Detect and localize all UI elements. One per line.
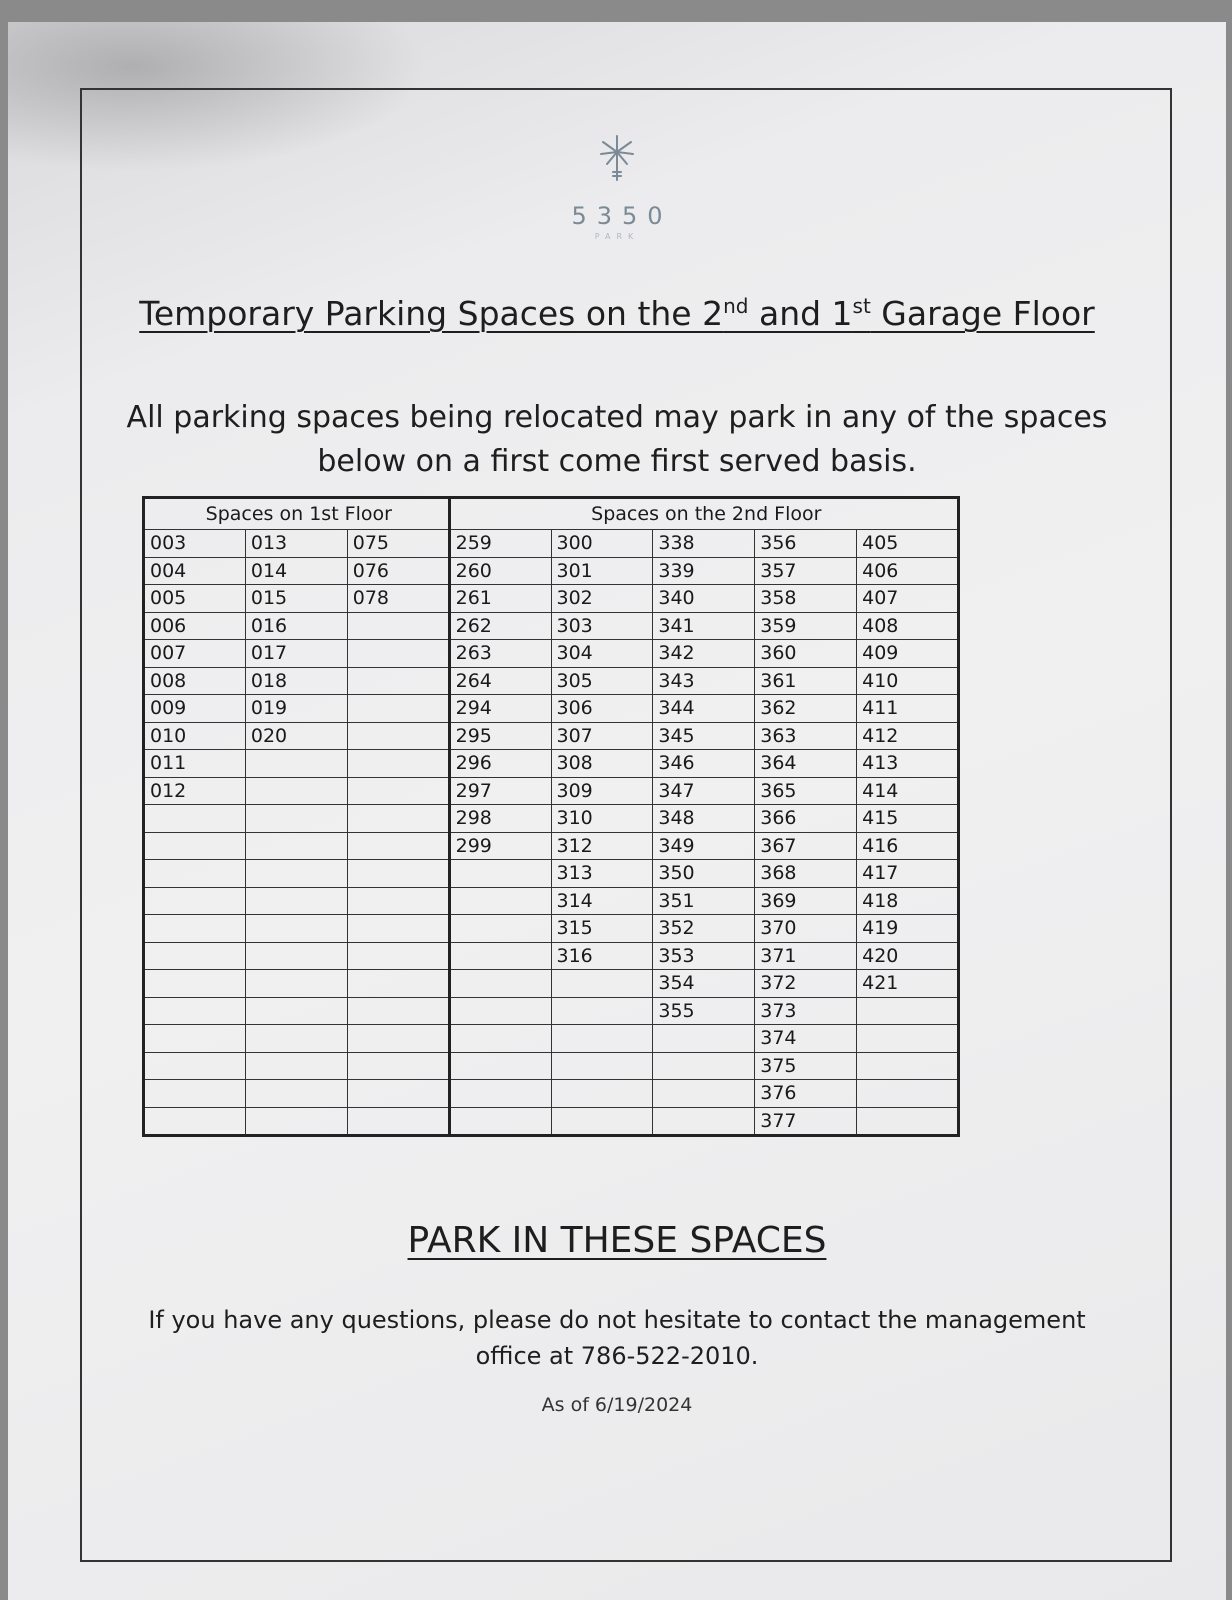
floor1-space-cell bbox=[245, 997, 347, 1025]
floor2-space-cell: 341 bbox=[653, 612, 755, 640]
floor1-space-cell bbox=[245, 970, 347, 998]
floor2-space-cell: 365 bbox=[755, 777, 857, 805]
floor2-space-cell: 342 bbox=[653, 640, 755, 668]
floor1-space-cell: 005 bbox=[144, 585, 246, 613]
floor1-space-cell bbox=[245, 860, 347, 888]
floor2-space-cell: 416 bbox=[857, 832, 959, 860]
floor2-space-cell: 303 bbox=[551, 612, 653, 640]
floor1-space-cell bbox=[347, 1107, 449, 1136]
floor2-space-cell bbox=[653, 1025, 755, 1053]
table-row bbox=[144, 970, 959, 998]
floor2-space-cell: 376 bbox=[755, 1080, 857, 1108]
floor2-space-cell: 344 bbox=[653, 695, 755, 723]
floor1-space-cell bbox=[245, 777, 347, 805]
as-of-date: As of 6/19/2024 bbox=[541, 1394, 693, 1416]
title-part2: and 1 bbox=[748, 294, 853, 333]
table-row bbox=[144, 1107, 959, 1136]
floor2-space-cell bbox=[449, 970, 551, 998]
floor1-space-cell: 007 bbox=[144, 640, 246, 668]
floor1-space-cell: 010 bbox=[144, 722, 246, 750]
floor1-space-cell: 008 bbox=[144, 667, 246, 695]
floor1-space-cell bbox=[144, 860, 246, 888]
floor1-space-cell bbox=[144, 805, 246, 833]
floor2-space-cell: 355 bbox=[653, 997, 755, 1025]
floor2-space-cell: 338 bbox=[653, 530, 755, 558]
floor1-space-cell: 003 bbox=[144, 530, 246, 558]
floor2-space-cell bbox=[653, 1080, 755, 1108]
floor2-space-cell bbox=[551, 997, 653, 1025]
floor2-space-cell: 307 bbox=[551, 722, 653, 750]
floor2-space-cell: 419 bbox=[857, 915, 959, 943]
floor2-space-cell bbox=[857, 1025, 959, 1053]
floor1-space-cell bbox=[347, 667, 449, 695]
floor2-space-cell: 339 bbox=[653, 557, 755, 585]
floor2-space-cell: 306 bbox=[551, 695, 653, 723]
table-row bbox=[144, 805, 959, 833]
title-part3: Garage Floor bbox=[870, 294, 1095, 333]
floor2-space-cell: 312 bbox=[551, 832, 653, 860]
floor1-space-cell bbox=[347, 997, 449, 1025]
floor1-space-cell bbox=[347, 750, 449, 778]
title-sup1: nd bbox=[723, 294, 749, 318]
table-row bbox=[144, 722, 959, 750]
floor2-space-cell: 316 bbox=[551, 942, 653, 970]
floor2-space-cell bbox=[857, 1080, 959, 1108]
floor2-space-cell: 377 bbox=[755, 1107, 857, 1136]
floor1-space-cell: 019 bbox=[245, 695, 347, 723]
floor2-space-cell bbox=[449, 887, 551, 915]
floor2-space-cell bbox=[449, 915, 551, 943]
logo-subtext: PARK bbox=[594, 232, 640, 241]
floor1-space-cell bbox=[245, 942, 347, 970]
floor2-space-cell: 349 bbox=[653, 832, 755, 860]
floor2-space-cell: 375 bbox=[755, 1052, 857, 1080]
floor1-space-cell: 004 bbox=[144, 557, 246, 585]
palm-tree-icon bbox=[597, 132, 637, 196]
floor2-space-cell bbox=[551, 970, 653, 998]
table-row bbox=[144, 612, 959, 640]
floor2-space-cell: 361 bbox=[755, 667, 857, 695]
floor2-space-cell: 364 bbox=[755, 750, 857, 778]
floor2-space-cell: 421 bbox=[857, 970, 959, 998]
floor2-space-cell: 313 bbox=[551, 860, 653, 888]
logo bbox=[8, 132, 1226, 241]
table-row bbox=[144, 585, 959, 613]
floor2-space-cell: 360 bbox=[755, 640, 857, 668]
table-row bbox=[144, 997, 959, 1025]
floor1-space-cell: 009 bbox=[144, 695, 246, 723]
floor2-space-cell: 408 bbox=[857, 612, 959, 640]
floor2-space-cell: 351 bbox=[653, 887, 755, 915]
floor1-space-cell bbox=[144, 1080, 246, 1108]
park-here-heading bbox=[8, 1220, 1226, 1261]
table-row bbox=[144, 887, 959, 915]
floor2-space-cell: 370 bbox=[755, 915, 857, 943]
floor2-space-cell: 299 bbox=[449, 832, 551, 860]
page-title bbox=[98, 280, 1136, 340]
floor2-space-cell: 298 bbox=[449, 805, 551, 833]
floor2-space-cell: 358 bbox=[755, 585, 857, 613]
floor2-space-cell: 352 bbox=[653, 915, 755, 943]
floor2-space-cell: 417 bbox=[857, 860, 959, 888]
parking-table bbox=[142, 496, 960, 1137]
title-sup2: st bbox=[852, 294, 871, 318]
floor2-space-cell: 366 bbox=[755, 805, 857, 833]
floor2-space-cell: 356 bbox=[755, 530, 857, 558]
paper-sheet bbox=[8, 22, 1226, 1600]
floor1-space-cell: 013 bbox=[245, 530, 347, 558]
floor1-space-cell bbox=[347, 805, 449, 833]
floor1-space-cell bbox=[347, 832, 449, 860]
floor2-space-cell bbox=[857, 997, 959, 1025]
floor1-space-cell bbox=[347, 942, 449, 970]
table-row bbox=[144, 942, 959, 970]
floor2-space-cell: 368 bbox=[755, 860, 857, 888]
floor2-space-cell: 314 bbox=[551, 887, 653, 915]
floor2-space-cell: 343 bbox=[653, 667, 755, 695]
floor2-space-cell: 405 bbox=[857, 530, 959, 558]
floor1-space-cell bbox=[347, 640, 449, 668]
floor2-space-cell bbox=[551, 1052, 653, 1080]
floor1-space-cell bbox=[245, 750, 347, 778]
floor2-space-cell: 359 bbox=[755, 612, 857, 640]
floor2-space-cell: 264 bbox=[449, 667, 551, 695]
floor2-space-cell: 371 bbox=[755, 942, 857, 970]
floor2-space-cell bbox=[449, 1052, 551, 1080]
floor2-space-cell: 259 bbox=[449, 530, 551, 558]
floor1-space-cell bbox=[245, 887, 347, 915]
table-row bbox=[144, 1052, 959, 1080]
floor1-space-cell bbox=[245, 1080, 347, 1108]
floor2-space-cell bbox=[551, 1107, 653, 1136]
floor1-space-cell: 006 bbox=[144, 612, 246, 640]
floor2-space-cell: 315 bbox=[551, 915, 653, 943]
floor1-space-cell bbox=[144, 915, 246, 943]
floor1-space-cell: 015 bbox=[245, 585, 347, 613]
floor1-space-cell: 076 bbox=[347, 557, 449, 585]
floor2-space-cell: 347 bbox=[653, 777, 755, 805]
floor1-space-cell: 011 bbox=[144, 750, 246, 778]
floor2-space-cell: 309 bbox=[551, 777, 653, 805]
table-row bbox=[144, 860, 959, 888]
title-part1: Temporary Parking Spaces on the 2 bbox=[139, 294, 724, 333]
floor2-space-cell: 353 bbox=[653, 942, 755, 970]
floor2-space-cell: 410 bbox=[857, 667, 959, 695]
floor2-space-cell: 295 bbox=[449, 722, 551, 750]
floor2-space-cell bbox=[857, 1052, 959, 1080]
floor1-space-cell bbox=[144, 942, 246, 970]
floor1-space-cell bbox=[144, 832, 246, 860]
floor2-space-cell: 413 bbox=[857, 750, 959, 778]
floor1-space-cell bbox=[347, 970, 449, 998]
floor2-space-cell: 262 bbox=[449, 612, 551, 640]
header-floor2: Spaces on the 2nd Floor bbox=[449, 498, 958, 530]
floor2-space-cell: 302 bbox=[551, 585, 653, 613]
floor1-space-cell bbox=[144, 1107, 246, 1136]
floor2-space-cell: 345 bbox=[653, 722, 755, 750]
floor1-space-cell: 012 bbox=[144, 777, 246, 805]
floor1-space-cell bbox=[347, 695, 449, 723]
floor1-space-cell: 014 bbox=[245, 557, 347, 585]
floor2-space-cell: 418 bbox=[857, 887, 959, 915]
floor1-space-cell: 017 bbox=[245, 640, 347, 668]
floor1-space-cell bbox=[347, 1025, 449, 1053]
parking-table-wrap bbox=[142, 496, 960, 1137]
floor2-space-cell: 310 bbox=[551, 805, 653, 833]
floor1-space-cell bbox=[144, 887, 246, 915]
table-row bbox=[144, 832, 959, 860]
floor2-space-cell: 373 bbox=[755, 997, 857, 1025]
floor2-space-cell bbox=[449, 1025, 551, 1053]
floor1-space-cell: 016 bbox=[245, 612, 347, 640]
floor1-space-cell bbox=[347, 722, 449, 750]
table-row bbox=[144, 667, 959, 695]
park-here-text: PARK IN THESE SPACES bbox=[407, 1220, 827, 1261]
floor2-space-cell: 357 bbox=[755, 557, 857, 585]
floor1-space-cell bbox=[347, 777, 449, 805]
floor1-space-cell bbox=[245, 915, 347, 943]
table-row bbox=[144, 530, 959, 558]
floor2-space-cell: 420 bbox=[857, 942, 959, 970]
table-row bbox=[144, 640, 959, 668]
floor2-space-cell: 348 bbox=[653, 805, 755, 833]
floor2-space-cell: 346 bbox=[653, 750, 755, 778]
floor1-space-cell bbox=[245, 1107, 347, 1136]
floor1-space-cell bbox=[245, 1025, 347, 1053]
floor1-space-cell bbox=[347, 887, 449, 915]
floor2-space-cell: 261 bbox=[449, 585, 551, 613]
floor2-space-cell: 305 bbox=[551, 667, 653, 695]
floor1-space-cell bbox=[144, 970, 246, 998]
floor1-space-cell bbox=[347, 860, 449, 888]
table-row bbox=[144, 695, 959, 723]
table-row bbox=[144, 557, 959, 585]
floor1-space-cell bbox=[347, 1080, 449, 1108]
floor2-space-cell: 412 bbox=[857, 722, 959, 750]
floor2-space-cell: 369 bbox=[755, 887, 857, 915]
floor2-space-cell bbox=[551, 1080, 653, 1108]
floor2-space-cell: 308 bbox=[551, 750, 653, 778]
floor2-space-cell: 294 bbox=[449, 695, 551, 723]
floor1-space-cell bbox=[347, 1052, 449, 1080]
floor2-space-cell bbox=[857, 1107, 959, 1136]
table-row bbox=[144, 777, 959, 805]
floor2-space-cell: 296 bbox=[449, 750, 551, 778]
table-row bbox=[144, 915, 959, 943]
floor2-space-cell bbox=[449, 860, 551, 888]
floor1-space-cell: 020 bbox=[245, 722, 347, 750]
floor2-space-cell: 367 bbox=[755, 832, 857, 860]
floor2-space-cell: 354 bbox=[653, 970, 755, 998]
table-row bbox=[144, 750, 959, 778]
floor2-space-cell: 406 bbox=[857, 557, 959, 585]
floor1-space-cell bbox=[144, 997, 246, 1025]
floor1-space-cell bbox=[144, 1025, 246, 1053]
logo-text: 5350 bbox=[571, 202, 673, 230]
floor2-space-cell: 300 bbox=[551, 530, 653, 558]
table-row bbox=[144, 1025, 959, 1053]
floor2-space-cell bbox=[449, 1080, 551, 1108]
floor2-space-cell: 374 bbox=[755, 1025, 857, 1053]
floor2-space-cell bbox=[449, 942, 551, 970]
floor2-space-cell: 414 bbox=[857, 777, 959, 805]
floor2-space-cell: 304 bbox=[551, 640, 653, 668]
floor2-space-cell: 260 bbox=[449, 557, 551, 585]
floor1-space-cell bbox=[245, 805, 347, 833]
floor1-space-cell bbox=[245, 832, 347, 860]
floor1-space-cell: 075 bbox=[347, 530, 449, 558]
table-row bbox=[144, 1080, 959, 1108]
floor1-space-cell bbox=[347, 612, 449, 640]
floor2-space-cell: 263 bbox=[449, 640, 551, 668]
floor2-space-cell: 350 bbox=[653, 860, 755, 888]
floor2-space-cell bbox=[551, 1025, 653, 1053]
floor2-space-cell: 297 bbox=[449, 777, 551, 805]
header-floor1: Spaces on 1st Floor bbox=[144, 498, 450, 530]
floor2-space-cell bbox=[449, 997, 551, 1025]
floor2-space-cell: 407 bbox=[857, 585, 959, 613]
floor2-space-cell: 409 bbox=[857, 640, 959, 668]
floor2-space-cell: 363 bbox=[755, 722, 857, 750]
floor1-space-cell bbox=[347, 915, 449, 943]
intro-text: All parking spaces being relocated may park in any of the spaces below on a first come first served basis. bbox=[126, 400, 1108, 479]
floor2-space-cell bbox=[449, 1107, 551, 1136]
contact-text: If you have any questions, please do not hesitate to contact the management office at 786-522-2010. bbox=[148, 1306, 1086, 1370]
floor2-space-cell bbox=[653, 1107, 755, 1136]
floor1-space-cell: 018 bbox=[245, 667, 347, 695]
floor1-space-cell bbox=[144, 1052, 246, 1080]
floor1-space-cell: 078 bbox=[347, 585, 449, 613]
floor2-space-cell: 301 bbox=[551, 557, 653, 585]
floor2-space-cell: 372 bbox=[755, 970, 857, 998]
floor2-space-cell: 340 bbox=[653, 585, 755, 613]
floor2-space-cell: 362 bbox=[755, 695, 857, 723]
floor2-space-cell: 411 bbox=[857, 695, 959, 723]
floor2-space-cell: 415 bbox=[857, 805, 959, 833]
floor1-space-cell bbox=[245, 1052, 347, 1080]
floor2-space-cell bbox=[653, 1052, 755, 1080]
